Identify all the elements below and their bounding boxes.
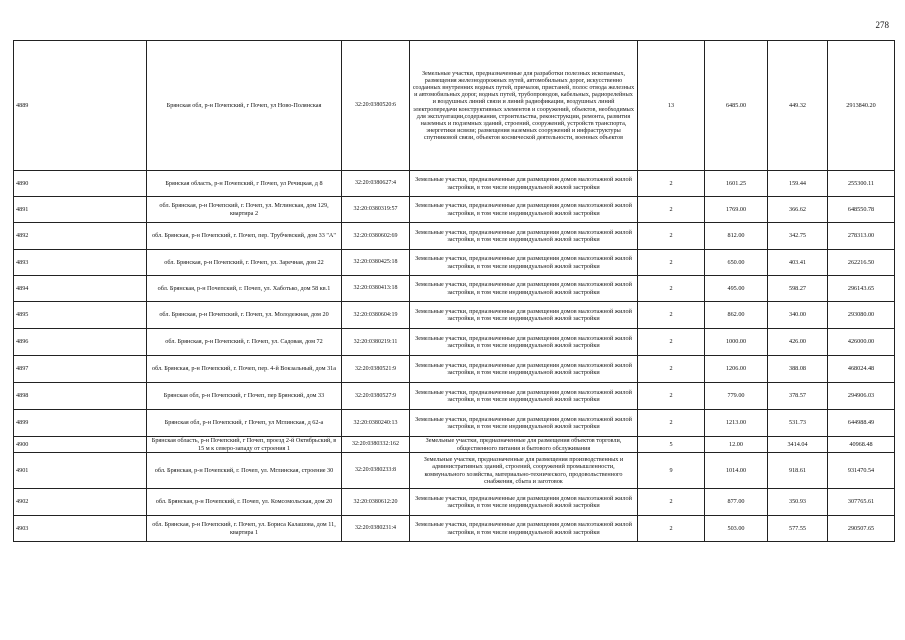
group-code-cell: 2 [638, 171, 705, 197]
group-code-cell: 2 [638, 302, 705, 329]
land-use-cell: Земельные участки, предназначенные для размещения домов малоэтажной жилой застройки, в том числе индивидуальной жилой застройки [410, 356, 638, 383]
group-code-cell: 2 [638, 516, 705, 542]
area-cell: 779.00 [705, 383, 768, 410]
address-cell: Брянская обл, р-н Почепский, г Почеп, пер Брянский, дом 33 [147, 383, 342, 410]
area-cell: 1000.00 [705, 329, 768, 356]
area-cell: 1213.00 [705, 410, 768, 437]
table-row [14, 516, 895, 542]
land-use-cell: Земельные участки, предназначенные для размещения домов малоэтажной жилой застройки, в том числе индивидуальной жилой застройки [410, 516, 638, 542]
land-use-cell: Земельные участки, предназначенные для размещения домов малоэтажной жилой застройки, в том числе индивидуальной жилой застройки [410, 223, 638, 250]
address-cell: обл. Брянская, р-н Почепский, г. Почеп, ул. Бориса Калашова, дом 11, квартира 1 [147, 516, 342, 542]
group-code-cell: 2 [638, 197, 705, 223]
cadastral-number-cell: 32:20:0380612:20 [342, 489, 410, 516]
cadastral-value-cell: 290507.65 [828, 516, 895, 542]
cadastral-value-cell: 278313.00 [828, 223, 895, 250]
address-cell: обл. Брянская, р-н Почепский, г. Почеп, ул. Заречная, дом 22 [147, 250, 342, 276]
group-code-cell: 2 [638, 489, 705, 516]
area-cell: 1014.00 [705, 453, 768, 489]
cadastral-number-cell: 32:20:0380602:69 [342, 223, 410, 250]
table-row [14, 171, 895, 197]
cadastral-value-cell: 2913840.20 [828, 41, 895, 171]
specific-value-cell: 340.00 [768, 302, 828, 329]
table-row [14, 223, 895, 250]
table-row [14, 250, 895, 276]
land-use-cell: Земельные участки, предназначенные для размещения домов малоэтажной жилой застройки, в том числе индивидуальной жилой застройки [410, 489, 638, 516]
land-use-cell: Земельные участки, предназначенные для размещения домов малоэтажной жилой застройки, в том числе индивидуальной жилой застройки [410, 302, 638, 329]
specific-value-cell: 378.57 [768, 383, 828, 410]
address-cell: Брянская обл, р-н Почепский, г Почеп, ул Ново-Полянская [147, 41, 342, 171]
specific-value-cell: 918.61 [768, 453, 828, 489]
row-number: 4903 [14, 516, 147, 542]
address-cell: обл. Брянская, р-н Почепский, г. Почеп, пер. Трубчевский, дом 33 "А" [147, 223, 342, 250]
area-cell: 495.00 [705, 276, 768, 302]
group-code-cell: 2 [638, 356, 705, 383]
table-row [14, 453, 895, 489]
specific-value-cell: 388.08 [768, 356, 828, 383]
table-row [14, 276, 895, 302]
cadastral-number-cell: 32:20:0380231:4 [342, 516, 410, 542]
address-cell: обл. Брянская, р-н Почепский, г. Почеп, ул. Мглинская, дом 129, квартира 2 [147, 197, 342, 223]
table-row [14, 383, 895, 410]
address-cell: обл. Брянская, р-н Почепский, г. Почеп, ул. Садовая, дом 72 [147, 329, 342, 356]
area-cell: 1769.00 [705, 197, 768, 223]
row-number: 4900 [14, 437, 147, 453]
row-number: 4898 [14, 383, 147, 410]
area-cell: 12.00 [705, 437, 768, 453]
group-code-cell: 9 [638, 453, 705, 489]
address-cell: обл. Брянская, р-н Почепский, г. Почеп, ул. Молодежная, дом 20 [147, 302, 342, 329]
table-row [14, 489, 895, 516]
row-number: 4901 [14, 453, 147, 489]
row-number: 4902 [14, 489, 147, 516]
cadastral-value-cell: 40968.48 [828, 437, 895, 453]
cadastral-value-cell: 293080.00 [828, 302, 895, 329]
row-number: 4896 [14, 329, 147, 356]
cadastral-value-cell: 644988.49 [828, 410, 895, 437]
land-use-cell: Земельные участки, предназначенные для разработки полезных ископаемых, размещения железнодорожных путей, автомобильных дорог, искусственно созданных внутренних водных путей, причалов, пристаней, полос отвода железных и автомобильных дорог, водных путей, трубопроводов, кабельных, радиорелейных и воздушных линий связи и линий радиофикации, воздушных линий электропередачи конструктивных элементов и сооружений, объектов, необходимых для эксплуатации,содержания, строительства, реконструкции, ремонта, развития наземных и подземных зданий, строений, сооружений, устройств транспорта, энергетики исвязи; размещения наземных сооружений и инфраструктуры спутниковой связи, объектов космической деятельности, военных объектов [410, 41, 638, 171]
cadastral-number-cell: 32:20:0380319:57 [342, 197, 410, 223]
cadastral-number-cell: 32:20:0380240:13 [342, 410, 410, 437]
cadastral-value-cell: 648550.78 [828, 197, 895, 223]
row-number: 4899 [14, 410, 147, 437]
specific-value-cell: 159.44 [768, 171, 828, 197]
land-use-cell: Земельные участки, предназначенные для размещения объектов торговли, общественного питания и бытового обслуживания [410, 437, 638, 453]
specific-value-cell: 577.55 [768, 516, 828, 542]
address-cell: Брянская обл, р-н Почепский, г Почеп, ул Мглинская, д 62-а [147, 410, 342, 437]
group-code-cell: 2 [638, 383, 705, 410]
area-cell: 6485.00 [705, 41, 768, 171]
cadastral-number-cell: 32:20:0380413:18 [342, 276, 410, 302]
cadastral-number-cell: 32:20:0380604:19 [342, 302, 410, 329]
address-cell: Брянская область, р-н Почепский, г Почеп, проезд 2-й Октябрьский, в 15 м к северо-западу от строения 1 [147, 437, 342, 453]
area-cell: 877.00 [705, 489, 768, 516]
page-number: 278 [875, 20, 889, 30]
table-row [14, 197, 895, 223]
table-row [14, 41, 895, 171]
cadastral-number-cell: 32:20:0380520:6 [342, 41, 410, 171]
group-code-cell: 2 [638, 410, 705, 437]
group-code-cell: 2 [638, 250, 705, 276]
cadastral-number-cell: 32:20:0380219:11 [342, 329, 410, 356]
cadastral-number-cell: 32:20:0380527:9 [342, 383, 410, 410]
row-number: 4889 [14, 41, 147, 171]
address-cell: обл. Брянская, р-н Почепский, г. Почеп, ул. Хаботько, дом 58 кв.1 [147, 276, 342, 302]
group-code-cell: 2 [638, 276, 705, 302]
row-number: 4890 [14, 171, 147, 197]
area-cell: 503.00 [705, 516, 768, 542]
cadastral-value-cell: 931470.54 [828, 453, 895, 489]
cadastral-value-cell: 262216.50 [828, 250, 895, 276]
specific-value-cell: 531.73 [768, 410, 828, 437]
cadastral-number-cell: 32:20:0380332:162 [342, 437, 410, 453]
cadastral-value-cell: 468024.48 [828, 356, 895, 383]
specific-value-cell: 342.75 [768, 223, 828, 250]
table-row [14, 329, 895, 356]
land-use-cell: Земельные участки, предназначенные для размещения домов малоэтажной жилой застройки, в том числе индивидуальной жилой застройки [410, 276, 638, 302]
land-use-cell: Земельные участки, предназначенные для размещения домов малоэтажной жилой застройки, в том числе индивидуальной жилой застройки [410, 250, 638, 276]
cadastral-number-cell: 32:20:0380425:18 [342, 250, 410, 276]
area-cell: 1206.00 [705, 356, 768, 383]
land-use-cell: Земельные участки, предназначенные для размещения домов малоэтажной жилой застройки, в том числе индивидуальной жилой застройки [410, 383, 638, 410]
cadastral-value-cell: 307765.61 [828, 489, 895, 516]
group-code-cell: 5 [638, 437, 705, 453]
row-number: 4894 [14, 276, 147, 302]
area-cell: 650.00 [705, 250, 768, 276]
table-row [14, 410, 895, 437]
row-number: 4893 [14, 250, 147, 276]
area-cell: 812.00 [705, 223, 768, 250]
specific-value-cell: 598.27 [768, 276, 828, 302]
land-use-cell: Земельные участки, предназначенные для размещения производственных и административных зданий, строений, сооружений промышленности, коммунального хозяйства, материально-технического, продовольственного снабжения, сбыта и заготовок [410, 453, 638, 489]
address-cell: обл. Брянская, р-н Почепский, г. Почеп, ул. Комсомольская, дом 20 [147, 489, 342, 516]
land-use-cell: Земельные участки, предназначенные для размещения домов малоэтажной жилой застройки, в том числе индивидуальной жилой застройки [410, 171, 638, 197]
table-row [14, 356, 895, 383]
cadastral-number-cell: 32:20:0380521:9 [342, 356, 410, 383]
cadastral-value-table [13, 40, 895, 542]
table-row [14, 437, 895, 453]
address-cell: обл. Брянская, р-н Почепский, г. Почеп, пер. 4-й Вокзальный, дом 31а [147, 356, 342, 383]
group-code-cell: 13 [638, 41, 705, 171]
land-use-cell: Земельные участки, предназначенные для размещения домов малоэтажной жилой застройки, в том числе индивидуальной жилой застройки [410, 410, 638, 437]
cadastral-value-cell: 255300.11 [828, 171, 895, 197]
group-code-cell: 2 [638, 223, 705, 250]
specific-value-cell: 3414.04 [768, 437, 828, 453]
cadastral-value-cell: 296143.65 [828, 276, 895, 302]
table-body [14, 41, 895, 542]
cadastral-number-cell: 32:20:0380233:8 [342, 453, 410, 489]
address-cell: обл. Брянская, р-н Почепский, г. Почеп, ул. Мглинская, строение 30 [147, 453, 342, 489]
group-code-cell: 2 [638, 329, 705, 356]
land-use-cell: Земельные участки, предназначенные для размещения домов малоэтажной жилой застройки, в том числе индивидуальной жилой застройки [410, 329, 638, 356]
address-cell: Брянская область, р-н Почепский, г Почеп, ул Речицкая, д 8 [147, 171, 342, 197]
row-number: 4895 [14, 302, 147, 329]
area-cell: 1601.25 [705, 171, 768, 197]
table-row [14, 302, 895, 329]
row-number: 4891 [14, 197, 147, 223]
land-use-cell: Земельные участки, предназначенные для размещения домов малоэтажной жилой застройки, в том числе индивидуальной жилой застройки [410, 197, 638, 223]
specific-value-cell: 403.41 [768, 250, 828, 276]
specific-value-cell: 350.93 [768, 489, 828, 516]
row-number: 4892 [14, 223, 147, 250]
specific-value-cell: 426.00 [768, 329, 828, 356]
cadastral-number-cell: 32:20:0380627:4 [342, 171, 410, 197]
cadastral-value-cell: 294906.03 [828, 383, 895, 410]
specific-value-cell: 449.32 [768, 41, 828, 171]
row-number: 4897 [14, 356, 147, 383]
cadastral-value-cell: 426000.00 [828, 329, 895, 356]
area-cell: 862.00 [705, 302, 768, 329]
specific-value-cell: 366.62 [768, 197, 828, 223]
